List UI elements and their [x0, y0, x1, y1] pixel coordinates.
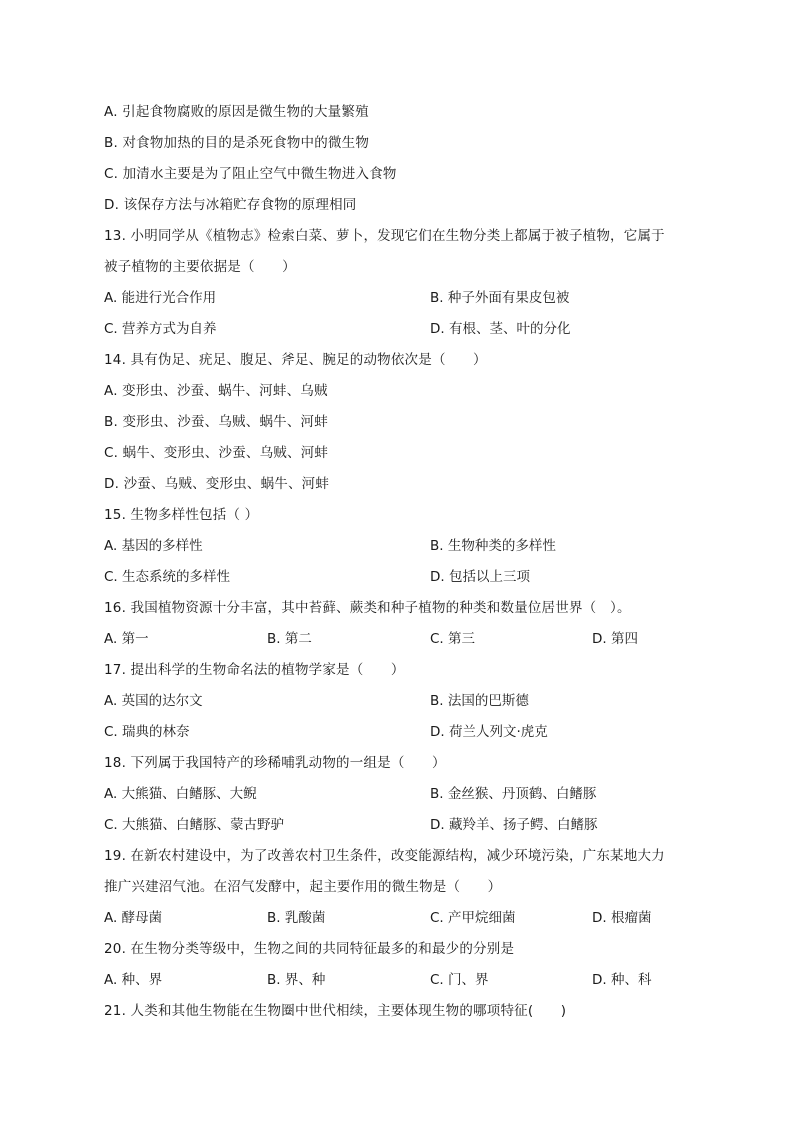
option-a: A. 引起食物腐败的原因是微生物的大量繁殖 — [104, 104, 369, 120]
option-d: D. 第四 — [592, 631, 638, 647]
question-15-options-row1 — [104, 531, 694, 562]
question-17-options-row1 — [104, 686, 694, 717]
question-13-stem-line1: 13. 小明同学从《植物志》检索白菜、萝卜，发现它们在生物分类上都属于被子植物，它属于 — [104, 228, 665, 244]
question-15-stem: 15. 生物多样性包括（ ） — [104, 507, 259, 523]
option-d: D. 藏羚羊、扬子鳄、白鳍豚 — [430, 817, 598, 833]
option-d: D. 沙蚕、乌贼、变形虫、蜗牛、河蚌 — [104, 476, 330, 492]
option-c: C. 瑞典的林奈 — [104, 724, 190, 740]
option-c: C. 加清水主要是为了阻止空气中微生物进入食物 — [104, 166, 397, 182]
question-13-options-row1 — [104, 283, 694, 314]
option-b: B. 生物种类的多样性 — [430, 538, 556, 554]
question-14-stem: 14. 具有伪足、疣足、腹足、斧足、腕足的动物依次是（ ） — [104, 352, 487, 368]
option-c: C. 蜗牛、变形虫、沙蚕、乌贼、河蚌 — [104, 445, 329, 461]
option-d: D. 包括以上三项 — [430, 569, 530, 585]
option-a: A. 大熊猫、白鳍豚、大鲵 — [104, 786, 257, 802]
option-c: C. 第三 — [430, 631, 476, 647]
option-a: A. 基因的多样性 — [104, 538, 203, 554]
option-c: C. 门、界 — [430, 972, 489, 988]
option-d: D. 有根、茎、叶的分化 — [430, 321, 571, 337]
question-20-stem: 20. 在生物分类等级中，生物之间的共同特征最多的和最少的分别是 — [104, 941, 515, 957]
question-17-options-row2 — [104, 717, 694, 748]
option-b: B. 第二 — [267, 631, 312, 647]
question-20-options — [104, 965, 694, 996]
question-21-stem: 21. 人类和其他生物能在生物圈中世代相续，主要体现生物的哪项特征( ) — [104, 1003, 567, 1019]
option-b: B. 金丝猴、丹顶鹤、白鳍豚 — [430, 786, 597, 802]
option-c: C. 营养方式为自养 — [104, 321, 217, 337]
option-d: D. 荷兰人列文·虎克 — [430, 724, 548, 740]
option-b: B. 对食物加热的目的是杀死食物中的微生物 — [104, 135, 370, 151]
option-c: C. 产甲烷细菌 — [430, 910, 516, 926]
option-a: A. 变形虫、沙蚕、蜗牛、河蚌、乌贼 — [104, 383, 328, 399]
question-19-stem-line2: 推广兴建沼气池。在沼气发酵中，起主要作用的微生物是（ ） — [104, 879, 502, 895]
option-b: B. 种子外面有果皮包被 — [430, 290, 570, 306]
option-b: B. 法国的巴斯德 — [430, 693, 529, 709]
option-b: B. 界、种 — [267, 972, 326, 988]
option-a: A. 酵母菌 — [104, 910, 163, 926]
option-a: A. 能进行光合作用 — [104, 290, 217, 306]
question-13-options-row2 — [104, 314, 694, 345]
question-18-options-row2 — [104, 810, 694, 841]
option-c: C. 大熊猫、白鳍豚、蒙古野驴 — [104, 817, 285, 833]
question-19-options — [104, 903, 694, 934]
option-a: A. 第一 — [104, 631, 149, 647]
question-18-options-row1 — [104, 779, 694, 810]
option-d: D. 该保存方法与冰箱贮存食物的原理相同 — [104, 197, 357, 213]
question-15-options-row2 — [104, 562, 694, 593]
option-d: D. 根瘤菌 — [592, 910, 652, 926]
option-c: C. 生态系统的多样性 — [104, 569, 231, 585]
option-d: D. 种、科 — [592, 972, 652, 988]
question-16-stem: 16. 我国植物资源十分丰富，其中苔藓、蕨类和种子植物的种类和数量位居世界（ ）。 — [104, 600, 631, 616]
option-b: B. 乳酸菌 — [267, 910, 326, 926]
question-16-options — [104, 624, 694, 655]
question-list — [104, 97, 694, 1027]
option-b: B. 变形虫、沙蚕、乌贼、蜗牛、河蚌 — [104, 414, 328, 430]
option-a: A. 英国的达尔文 — [104, 693, 203, 709]
question-18-stem: 18. 下列属于我国特产的珍稀哺乳动物的一组是（ ） — [104, 755, 446, 771]
question-17-stem: 17. 提出科学的生物命名法的植物学家是（ ） — [104, 662, 405, 678]
question-13-stem-line2: 被子植物的主要依据是（ ） — [104, 259, 296, 275]
option-a: A. 种、界 — [104, 972, 163, 988]
question-19-stem-line1: 19. 在新农村建设中，为了改善农村卫生条件，改变能源结构，减少环境污染，广东某地大力 — [104, 848, 665, 864]
